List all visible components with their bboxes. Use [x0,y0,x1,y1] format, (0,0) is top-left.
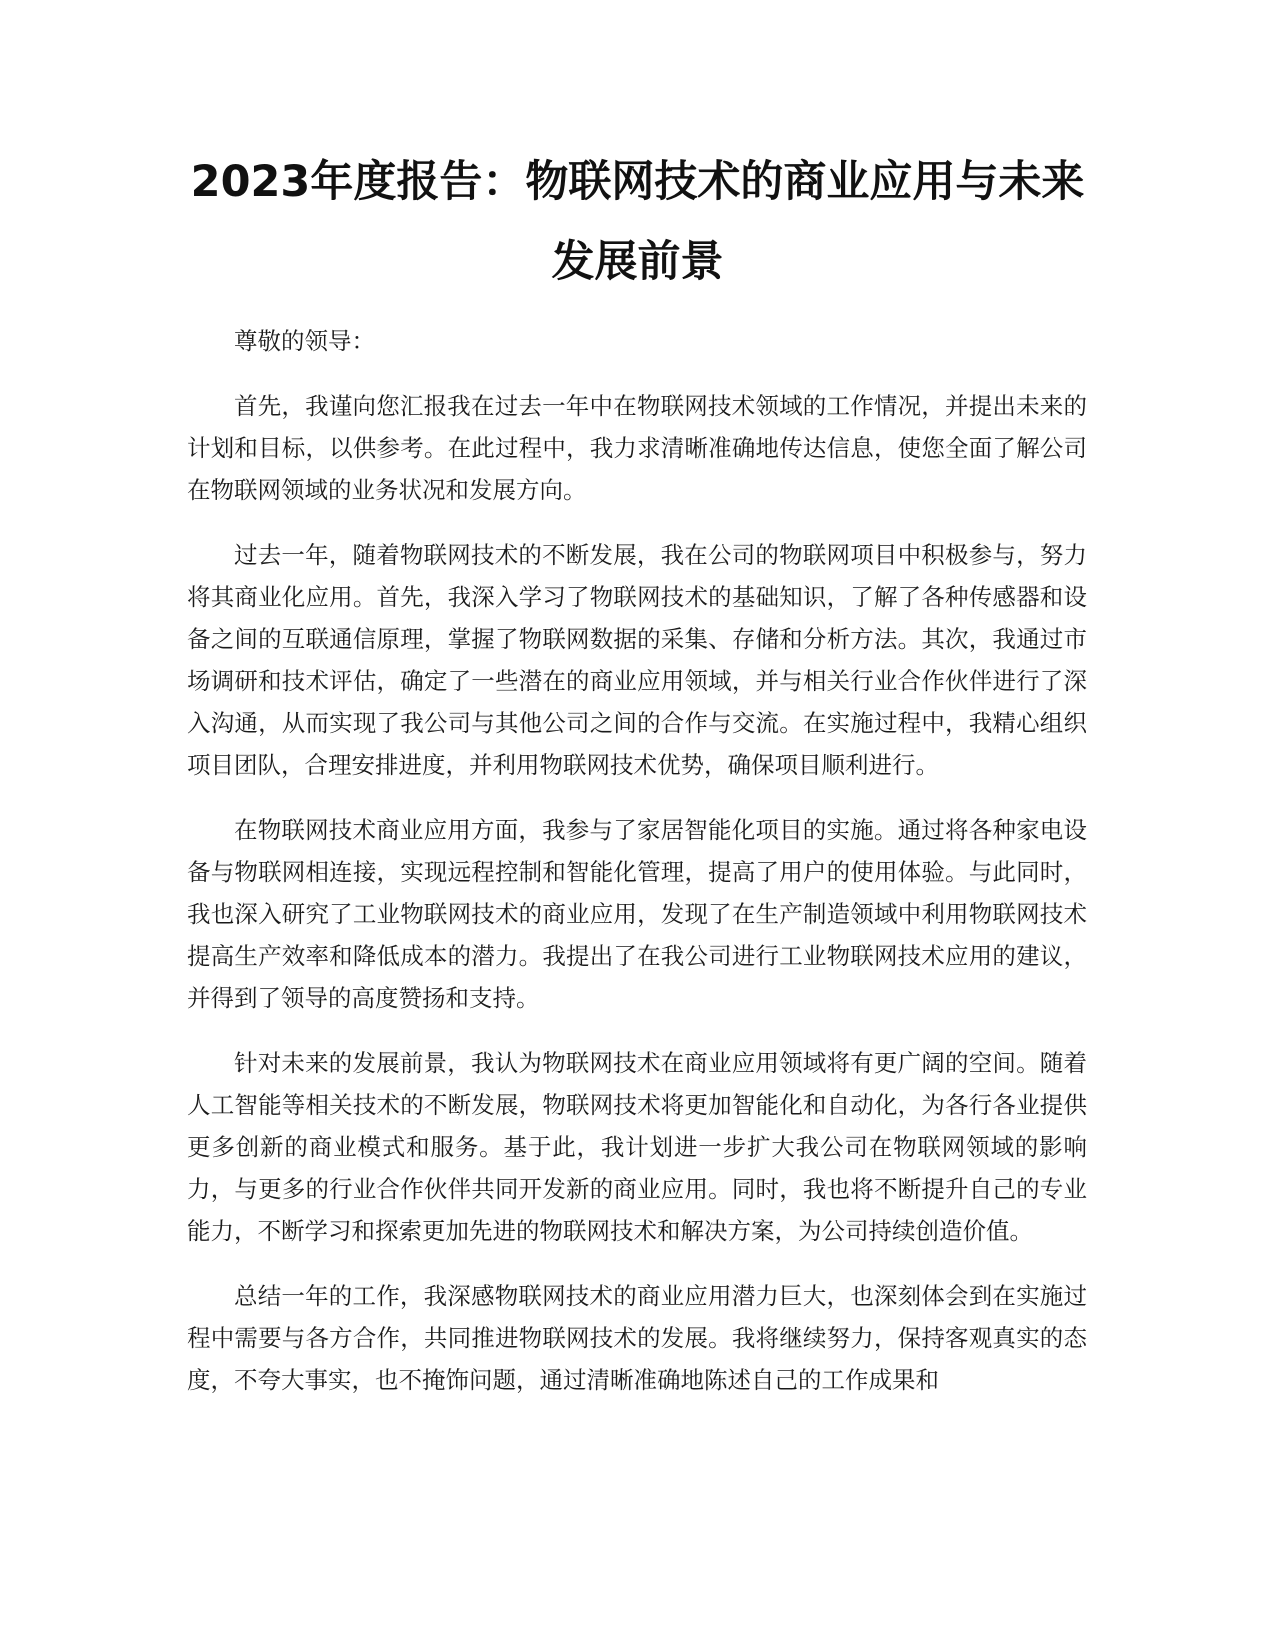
salutation: 尊敬的领导： [234,327,375,355]
paragraph-5: 总结一年的工作，我深感物联网技术的商业应用潜力巨大，也深刻体会到在实施过程中需要与各方合作，共同推进物联网技术的发展。我将继续努力，保持客观真实的态度，不夸大事实，也不掩饰问题，通过清晰准确地陈述自己的工作成果和 [187,1282,1087,1394]
paragraph-1: 首先，我谨向您汇报我在过去一年中在物联网技术领域的工作情况，并提出未来的计划和目标，以供参考。在此过程中，我力求清晰准确地传达信息，使您全面了解公司在物联网领域的业务状况和发展方向。 [187,392,1087,504]
paragraph-2: 过去一年，随着物联网技术的不断发展，我在公司的物联网项目中积极参与，努力将其商业化应用。首先，我深入学习了物联网技术的基础知识，了解了各种传感器和设备之间的互联通信原理，掌握了物联网数据的采集、存储和分析方法。其次，我通过市场调研和技术评估，确定了一些潜在的商业应用领域，并与相关行业合作伙伴进行了深入沟通，从而实现了我公司与其他公司之间的合作与交流。在实施过程中，我精心组织项目团队，合理安排进度，并利用物联网技术优势，确保项目顺利进行。 [187,541,1087,779]
paragraph-3: 在物联网技术商业应用方面，我参与了家居智能化项目的实施。通过将各种家电设备与物联网相连接，实现远程控制和智能化管理，提高了用户的使用体验。与此同时，我也深入研究了工业物联网技术的商业应用，发现了在生产制造领域中利用物联网技术提高生产效率和降低成本的潜力。我提出了在我公司进行工业物联网技术应用的建议，并得到了领导的高度赞扬和支持。 [187,816,1087,1012]
paragraph-4: 针对未来的发展前景，我认为物联网技术在商业应用领域将有更广阔的空间。随着人工智能等相关技术的不断发展，物联网技术将更加智能化和自动化，为各行各业提供更多创新的商业模式和服务。基于此，我计划进一步扩大我公司在物联网领域的影响力，与更多的行业合作伙伴共同开发新的商业应用。同时，我也将不断提升自己的专业能力，不断学习和探索更加先进的物联网技术和解决方案，为公司持续创造价值。 [187,1049,1087,1245]
document-title: 2023年度报告：物联网技术的商业应用与未来发展前景 [190,157,1085,287]
document-body [187,320,1087,1424]
